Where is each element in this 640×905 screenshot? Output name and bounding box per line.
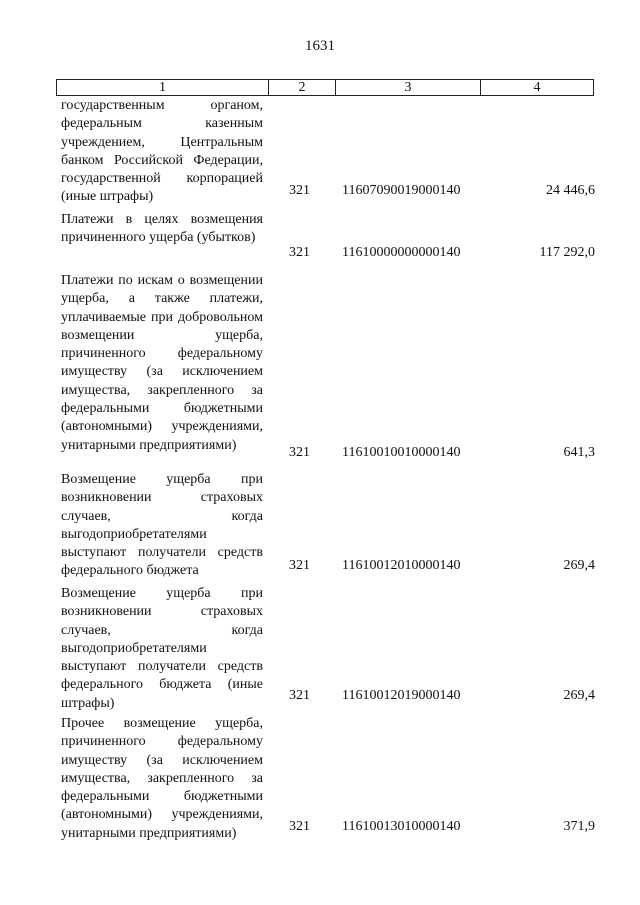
row-amount: 269,4 bbox=[563, 688, 595, 703]
table-header bbox=[56, 79, 594, 96]
row-kbk: 11610010010000140 bbox=[342, 445, 461, 460]
row-amount: 641,3 bbox=[563, 445, 595, 460]
row-description: Платежи в целях возмещения причиненного ущерба (убытков) bbox=[61, 212, 263, 246]
row-code: 321 bbox=[289, 245, 310, 260]
row-description: государственным органом, федеральным казенным учреждением, Центральным банком Российской Федерации, государственной корпорацией (иные штрафы) bbox=[61, 98, 263, 205]
header-col-4: 4 bbox=[533, 80, 541, 95]
row-description: Платежи по искам о возмещении ущерба, а также платежи, уплачиваемые при добровольном возмещении ущерба, причиненного федеральному имуществу (за исключением имущества, закрепленного за федеральными бюджетными (автономными) учреждениями, унитарными предприятиями) bbox=[61, 273, 263, 453]
page-number: 1631 bbox=[305, 38, 335, 54]
row-code: 321 bbox=[289, 558, 310, 573]
row-description: Прочее возмещение ущерба, причиненного федеральному имуществу (за исключением имущества, закрепленного за федеральными бюджетными (автономными) учреждениями, унитарными предприятиями) bbox=[61, 716, 263, 841]
row-kbk: 11610000000000140 bbox=[342, 245, 461, 260]
row-amount: 117 292,0 bbox=[539, 245, 595, 260]
row-description: Возмещение ущерба при возникновении страховых случаев, когда выгодоприобретателями выступают получатели средств федерального бюджета (иные штрафы) bbox=[61, 586, 263, 711]
row-kbk: 11607090019000140 bbox=[342, 183, 461, 198]
row-code: 321 bbox=[289, 183, 310, 198]
row-kbk: 11610013010000140 bbox=[342, 819, 461, 834]
row-kbk: 11610012019000140 bbox=[342, 688, 461, 703]
header-col-2: 2 bbox=[269, 80, 336, 95]
row-amount: 371,9 bbox=[563, 819, 595, 834]
row-code: 321 bbox=[289, 688, 310, 703]
header-col-3: 3 bbox=[336, 80, 481, 95]
row-amount: 269,4 bbox=[563, 558, 595, 573]
row-kbk: 11610012010000140 bbox=[342, 558, 461, 573]
row-amount: 24 446,6 bbox=[546, 183, 595, 198]
header-col-1: 1 bbox=[57, 80, 269, 95]
row-code: 321 bbox=[289, 819, 310, 834]
row-code: 321 bbox=[289, 445, 310, 460]
row-description: Возмещение ущерба при возникновении страховых случаев, когда выгодоприобретателями выступают получатели средств федерального бюджета bbox=[61, 472, 263, 579]
